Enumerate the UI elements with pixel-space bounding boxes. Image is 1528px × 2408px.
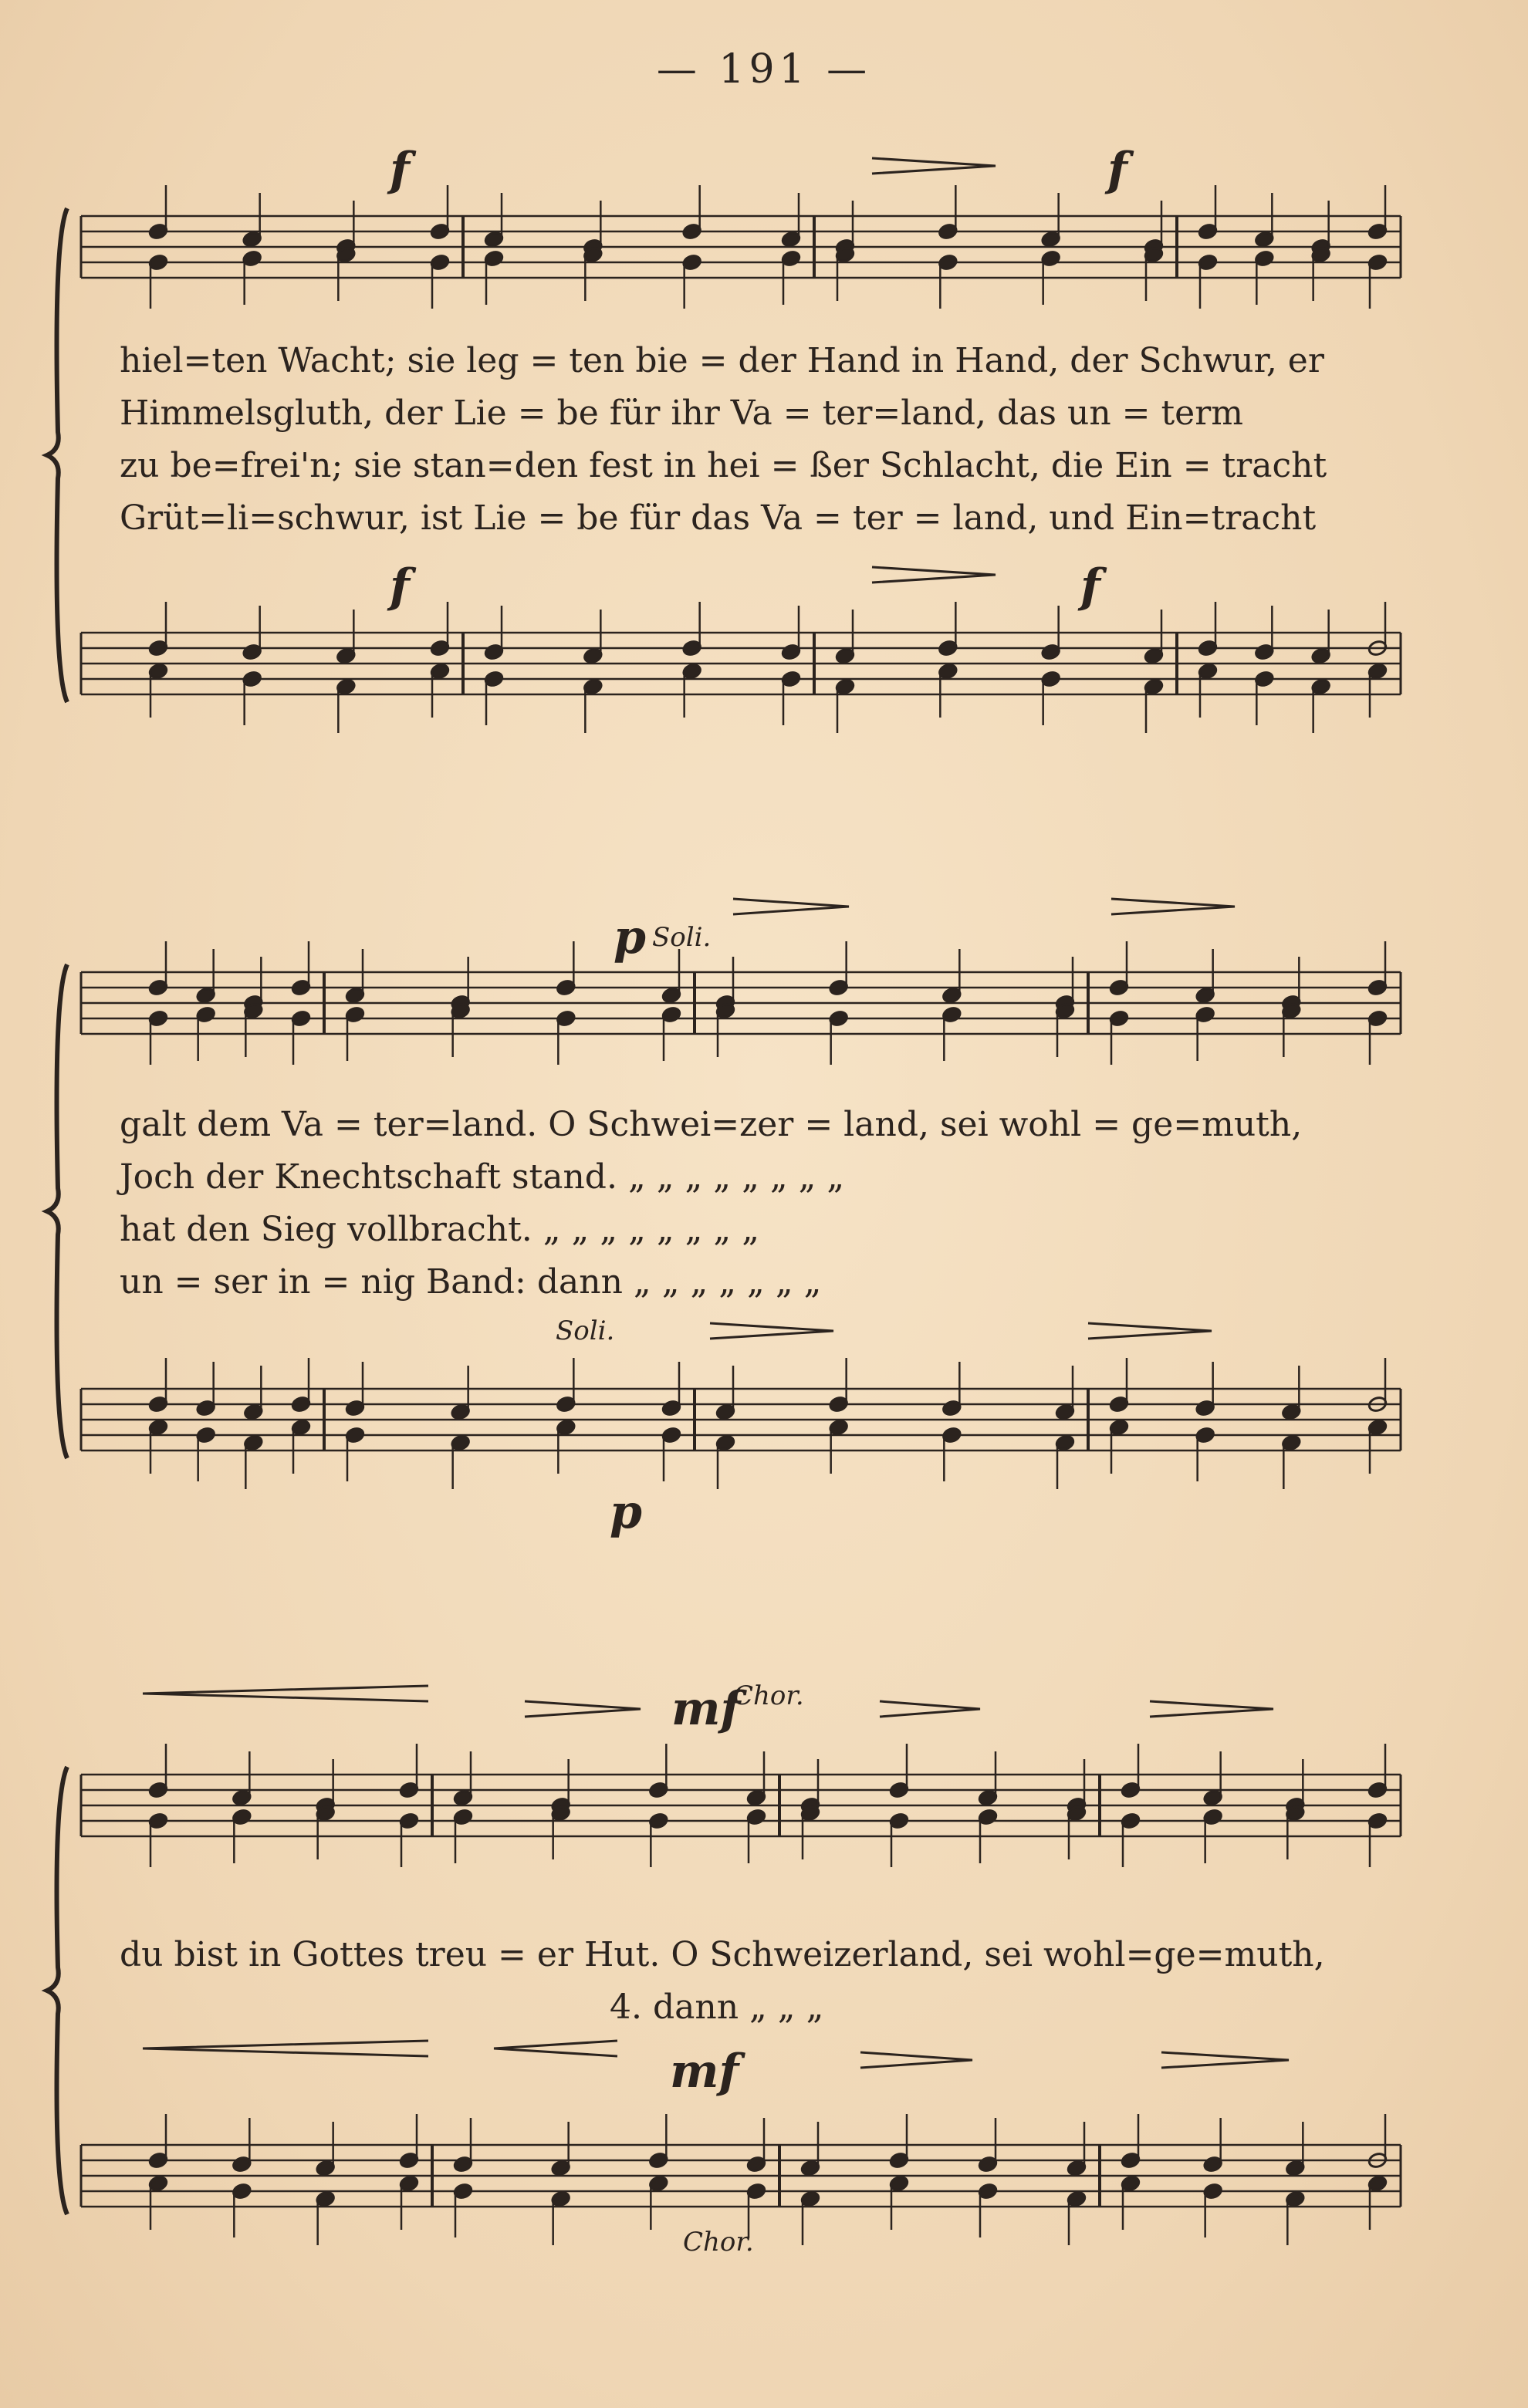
system-brace [47,1767,67,2214]
crescendo [494,2041,617,2056]
decrescendo [860,2052,972,2068]
page-number: — 191 — [656,46,872,93]
soli-label: Soli. [556,1315,615,1346]
lyric-line: Grüt=li=schwur, ist Lie = be für das Va = ter = land, und Ein=tracht [120,498,1317,538]
lyric-line: galt dem Va = ter=land. O Schwei=zer = land, sei wohl = ge=muth, [120,1105,1303,1144]
lyric-line: zu be=frei'n; sie stan=den fest in hei = ßer Schlacht, die Ein = tracht [120,446,1327,485]
lyric-line: hiel=ten Wacht; sie leg = ten bie = der Hand in Hand, der Schwur, er [120,341,1324,380]
lyric-line: du bist in Gottes treu = er Hut. O Schweizerland, sei wohl=ge=muth, [120,1935,1325,1974]
crescendo [143,1686,428,1701]
system-brace [47,964,67,1458]
lyric-line: Himmelsgluth, der Lie = be für ihr Va = ter=land, das un = term [120,393,1243,433]
system-brace [47,208,67,702]
lyric-line: 4. dann „ „ „ [610,1988,824,2027]
dynamic-mezzoforte: mf [670,2045,739,2099]
decrescendo [872,158,996,174]
decrescendo [525,1701,641,1717]
chor-label: Chor. [733,1680,804,1711]
decrescendo [880,1701,980,1717]
dynamic-forte: f [390,559,410,613]
dynamic-piano: p [610,1485,642,1539]
decrescendo [733,899,849,914]
lyric-line: un = ser in = nig Band: dann „ „ „ „ „ „ „ [120,1262,822,1302]
dynamic-forte: f [390,143,410,197]
dynamic-piano: p [614,910,646,964]
dynamic-mezzoforte: mf [671,1682,741,1736]
lyric-line: Joch der Knechtschaft stand. „ „ „ „ „ „ „ „ [120,1157,845,1197]
dynamic-forte: f [1080,559,1100,613]
decrescendo [1150,1701,1273,1717]
decrescendo [1161,2052,1289,2068]
chor-label: Chor. [683,2227,754,2258]
decrescendo [710,1323,833,1339]
decrescendo [872,567,996,583]
lyric-line: hat den Sieg vollbracht. „ „ „ „ „ „ „ „ [120,1210,759,1249]
dynamic-forte: f [1107,143,1127,197]
soli-label: Soli. [652,922,712,953]
decrescendo [1088,1323,1212,1339]
crescendo [143,2041,428,2056]
decrescendo [1111,899,1235,914]
